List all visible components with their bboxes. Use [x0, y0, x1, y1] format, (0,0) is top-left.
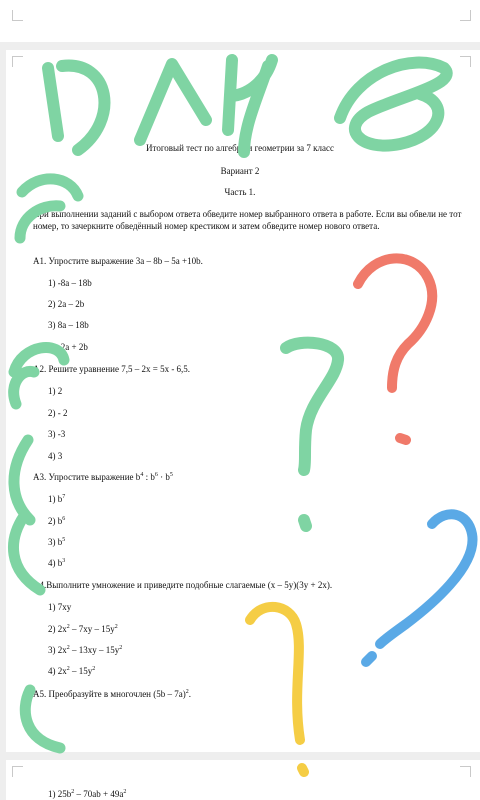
page-corner-mark: [460, 766, 471, 777]
option-a4-4[interactable]: 4) $2x^2 - 15y^2$: [48, 666, 96, 676]
page-corner-mark: [12, 10, 23, 21]
option-a1-2[interactable]: 2) 2a – 2b: [48, 299, 85, 309]
variant-label: Вариант 2: [220, 166, 260, 176]
option-a3-4[interactable]: 4) $b^3$: [48, 558, 66, 568]
option-a3-2[interactable]: 2) $b^6$: [48, 516, 66, 526]
option-a2-1[interactable]: 1) 2: [48, 386, 63, 396]
question-a2: А2. Решите уравнение 7,5 – 2x = 5x - 6,5.: [33, 364, 191, 374]
option-a3-3[interactable]: 3) $b^5$: [48, 537, 66, 547]
option-a2-2[interactable]: 2) - 2: [48, 408, 68, 418]
question-a4: А4.Выполните умножение и приведите подобные слагаемые (x – 5y)(3y + 2x).: [33, 580, 333, 590]
part-label: Часть 1.: [224, 187, 256, 197]
option-a1-4[interactable]: 4) -2a + 2b: [48, 342, 88, 352]
instructions-paragraph: При выполнении заданий с выбором ответа обведите номер выбранного ответа в работе. Если вы обвели не тот номер, то зачеркните обведённый номер крестиком и затем обведите номер нового ответа.: [33, 209, 462, 231]
option-a4-3[interactable]: 3) $2x^2 - 13xy - 15y^2$: [48, 645, 123, 655]
option-a1-1[interactable]: 1) -8a – 18b: [48, 278, 92, 288]
option-a4-2[interactable]: 2) $2x^2 - 7xy - 15y^2$: [48, 624, 118, 634]
page-corner-mark: [460, 56, 471, 67]
document-title: Итоговый тест по алгебре и геометрии за 7 класс: [146, 143, 334, 153]
option-a4-1[interactable]: 1) 7xy: [48, 602, 72, 612]
previous-page: [0, 0, 480, 42]
page-corner-mark: [12, 766, 23, 777]
question-a5: А5. Преобразуйте в многочлен (5b – 7a)$^2$.: [33, 689, 191, 699]
option-a2-4[interactable]: 4) 3: [48, 451, 63, 461]
page-corner-mark: [12, 56, 23, 67]
question-a1: А1. Упростите выражение 3a – 8b – 5a +10b.: [33, 256, 203, 266]
option-a2-3[interactable]: 3) -3: [48, 429, 66, 439]
question-a3: А3. Упростите выражение $b^4$ : $b^6 \cdot b^5$: [33, 472, 173, 482]
option-a1-3[interactable]: 3) 8a – 18b: [48, 320, 89, 330]
option-a5-1[interactable]: 1) $25b^2 - 70ab + 49a^2$: [48, 789, 127, 799]
option-a3-1[interactable]: 1) $b^7$: [48, 494, 66, 504]
page-corner-mark: [460, 10, 471, 21]
